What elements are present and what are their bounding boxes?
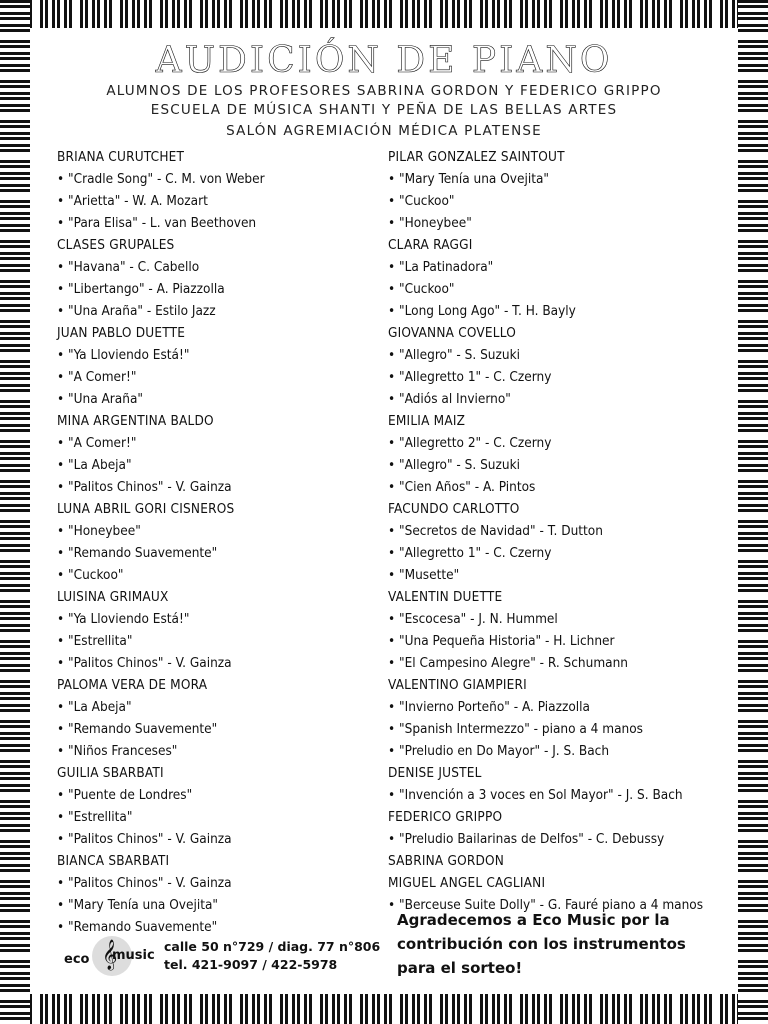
performer-name: LUNA ABRIL GORI CISNEROS	[57, 501, 235, 517]
performer-name: EMILIA MAIZ	[388, 413, 466, 429]
piece-item: • "Una Pequeña Historia" - H. Lichner	[388, 630, 728, 652]
piece-item: • "Ya Lloviendo Está!"	[57, 344, 377, 366]
performer-name: GUILIA SBARBATI	[57, 765, 164, 781]
performer-name: BIANCA SBARBATI	[57, 853, 170, 869]
performer-entry	[388, 234, 728, 322]
thanks-note: Agradecemos a Eco Music por la contribución con los instrumentos para el sorteo!	[397, 911, 686, 977]
piece-item: • "Allegro" - S. Suzuki	[388, 454, 728, 476]
performer-name: LUISINA GRIMAUX	[57, 589, 169, 605]
performer-entry	[388, 322, 728, 410]
piece-item: • "Palitos Chinos" - V. Gainza	[57, 828, 377, 850]
performer-entry	[388, 146, 728, 234]
flyer-panel	[40, 38, 728, 992]
piece-item: • "Una Araña"	[57, 388, 377, 410]
performer-entry	[57, 234, 377, 322]
piece-item: • "A Comer!"	[57, 366, 377, 388]
piano-keys-left-border	[0, 0, 30, 1024]
program-left-column	[57, 146, 377, 938]
performer-entry	[388, 850, 728, 872]
performer-name: MINA ARGENTINA BALDO	[57, 413, 214, 429]
piece-item: • "Cien Años" - A. Pintos	[388, 476, 728, 498]
piece-item: • "Arietta" - W. A. Mozart	[57, 190, 377, 212]
piece-item: • "Musette"	[388, 564, 728, 586]
piece-item: • "Palitos Chinos" - V. Gainza	[57, 476, 377, 498]
performer-entry	[57, 586, 377, 674]
performer-name: PALOMA VERA DE MORA	[57, 677, 208, 693]
program-right-column	[388, 146, 728, 916]
subtitle-venue: SALÓN AGREMIACIÓN MÉDICA PLATENSE	[226, 123, 542, 139]
performer-entry	[388, 498, 728, 586]
piece-item: • "La Abeja"	[57, 696, 377, 718]
logo-text-eco: eco	[64, 952, 90, 967]
logo-text-music: music	[112, 948, 155, 963]
performer-name: CLARA RAGGI	[388, 237, 473, 253]
performer-name: VALENTINO GIAMPIERI	[388, 677, 527, 693]
piece-item: • "Allegretto 1" - C. Czerny	[388, 542, 728, 564]
piece-item: • "Mary Tenía una Ovejita"	[388, 168, 728, 190]
contact-info	[164, 938, 380, 974]
performer-name: FACUNDO CARLOTTO	[388, 501, 520, 517]
piece-item: • "Allegretto 1" - C. Czerny	[388, 366, 728, 388]
performer-entry	[57, 498, 377, 586]
piece-item: • "Niños Franceses"	[57, 740, 377, 762]
piece-item: • "Escocesa" - J. N. Hummel	[388, 608, 728, 630]
performer-entry	[388, 410, 728, 498]
phone-line: tel. 421-9097 / 422-5978	[164, 957, 338, 972]
piece-item: • "Mary Tenía una Ovejita"	[57, 894, 377, 916]
performer-name: SABRINA GORDON	[388, 853, 505, 869]
piece-item: • "Remando Suavemente"	[57, 542, 377, 564]
piece-item: • "Libertango" - A. Piazzolla	[57, 278, 377, 300]
treble-clef-icon: 𝄞	[102, 940, 118, 970]
performer-entry	[57, 674, 377, 762]
piece-item: • "Estrellita"	[57, 806, 377, 828]
piece-item: • "Cuckoo"	[388, 190, 728, 212]
piece-item: • "Cuckoo"	[388, 278, 728, 300]
piece-item: • "El Campesino Alegre" - R. Schumann	[388, 652, 728, 674]
performer-name: DENISE JUSTEL	[388, 765, 482, 781]
address-line: calle 50 n°729 / diag. 77 n°806	[164, 939, 381, 954]
piece-item: • "A Comer!"	[57, 432, 377, 454]
subtitle-school: ESCUELA DE MÚSICA SHANTI Y PEÑA DE LAS BELLAS ARTES	[150, 102, 618, 118]
piece-item: • "La Patinadora"	[388, 256, 728, 278]
piece-item: • "Remando Suavemente"	[57, 916, 377, 938]
piece-item: • "Long Long Ago" - T. H. Bayly	[388, 300, 728, 322]
performer-name: MIGUEL ANGEL CAGLIANI	[388, 875, 546, 891]
performer-entry	[388, 762, 728, 806]
piece-item: • "Puente de Londres"	[57, 784, 377, 806]
performer-entry	[57, 410, 377, 498]
piece-item: • "Preludio en Do Mayor" - J. S. Bach	[388, 740, 728, 762]
piece-item: • "Remando Suavemente"	[57, 718, 377, 740]
piece-item: • "Invierno Porteño" - A. Piazzolla	[388, 696, 728, 718]
piece-item: • "Preludio Bailarinas de Delfos" - C. Debussy	[388, 828, 728, 850]
piano-keys-bottom-border	[0, 994, 768, 1024]
piece-item: • "Spanish Intermezzo" - piano a 4 manos	[388, 718, 728, 740]
piece-item: • "Ya Lloviendo Está!"	[57, 608, 377, 630]
piece-item: • "Para Elisa" - L. van Beethoven	[57, 212, 377, 234]
piece-item: • "Allegretto 2" - C. Czerny	[388, 432, 728, 454]
performer-entry	[388, 806, 728, 850]
performer-name: FEDERICO GRIPPO	[388, 809, 503, 825]
performer-name: PILAR GONZALEZ SAINTOUT	[388, 149, 565, 165]
piece-item: • "Cradle Song" - C. M. von Weber	[57, 168, 377, 190]
performer-name: VALENTIN DUETTE	[388, 589, 503, 605]
piece-item: • "Allegro" - S. Suzuki	[388, 344, 728, 366]
eco-music-logo	[64, 936, 156, 982]
performer-entry	[388, 674, 728, 762]
performer-entry	[57, 762, 377, 850]
performer-name: BRIANA CURUTCHET	[57, 149, 185, 165]
piece-item: • "Adiós al Invierno"	[388, 388, 728, 410]
piano-keys-right-border	[738, 0, 768, 1024]
piece-item: • "Honeybee"	[388, 212, 728, 234]
piece-item: • "Cuckoo"	[57, 564, 377, 586]
subtitle-teachers: ALUMNOS DE LOS PROFESORES SABRINA GORDON Y FEDERICO GRIPPO	[106, 83, 662, 99]
piece-item: • "La Abeja"	[57, 454, 377, 476]
performer-entry	[57, 146, 377, 234]
piano-keys-top-border	[0, 0, 768, 28]
performer-entry	[57, 322, 377, 410]
performer-entry	[388, 586, 728, 674]
piece-item: • "Berceuse Suite Dolly" - G. Fauré piano a 4 manos	[388, 894, 728, 916]
performer-entry	[57, 850, 377, 938]
piece-item: • "Una Araña" - Estilo Jazz	[57, 300, 377, 322]
performer-name: CLASES GRUPALES	[57, 237, 175, 253]
performer-name: JUAN PABLO DUETTE	[57, 325, 186, 341]
piece-item: • "Invención a 3 voces en Sol Mayor" - J. S. Bach	[388, 784, 728, 806]
piece-item: • "Palitos Chinos" - V. Gainza	[57, 872, 377, 894]
piece-item: • "Secretos de Navidad" - T. Dutton	[388, 520, 728, 542]
piece-item: • "Honeybee"	[57, 520, 377, 542]
performer-name: GIOVANNA COVELLO	[388, 325, 516, 341]
piece-item: • "Havana" - C. Cabello	[57, 256, 377, 278]
piece-item: • "Palitos Chinos" - V. Gainza	[57, 652, 377, 674]
page-title: AUDICIÓN DE PIANO	[155, 40, 613, 81]
piece-item: • "Estrellita"	[57, 630, 377, 652]
